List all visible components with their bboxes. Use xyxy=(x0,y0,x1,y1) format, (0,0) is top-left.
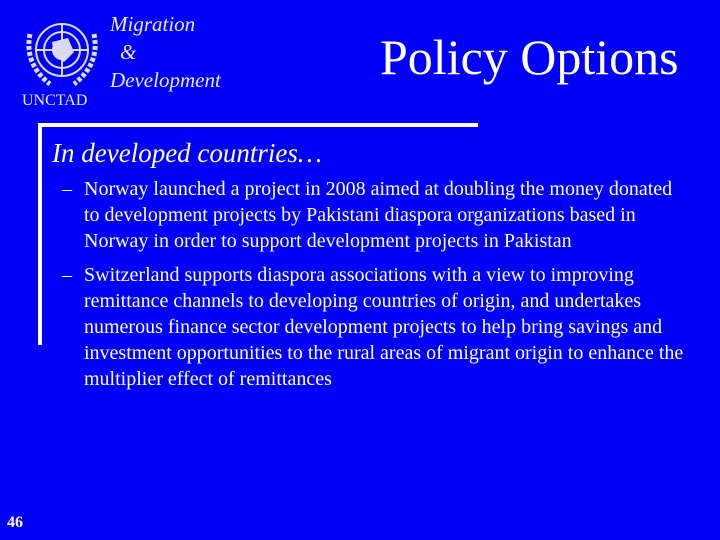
subtitle xyxy=(110,10,221,94)
org-label: UNCTAD xyxy=(22,92,88,109)
section-heading: In developed countries… xyxy=(52,138,322,168)
subtitle-line: Migration xyxy=(110,12,196,36)
un-emblem-icon xyxy=(20,14,104,94)
bullet-marker: – xyxy=(62,178,72,200)
subtitle-line: & xyxy=(120,40,137,64)
bullet-text: Switzerland supports diaspora associations with a view to improving remittance channels to developing countries of origin, and undertakes numerous finance sector development projects to help bring savings and investment opportunities to the rural areas of migrant origin to enhance the multiplier effect of remittances xyxy=(84,264,684,390)
bullet-marker: – xyxy=(62,264,72,286)
list-item xyxy=(62,262,692,392)
bullet-list xyxy=(62,176,692,400)
subtitle-line: Development xyxy=(110,68,221,92)
divider-top xyxy=(38,123,478,127)
list-item xyxy=(62,176,692,254)
bullet-text: Norway launched a project in 2008 aimed at doubling the money donated to development projects by Pakistani diaspora organizations based in Norway in order to support development projects in Pakistan xyxy=(84,178,673,252)
page-number: 46 xyxy=(7,514,23,531)
divider-left xyxy=(38,123,42,345)
slide-title: Policy Options xyxy=(380,29,679,85)
